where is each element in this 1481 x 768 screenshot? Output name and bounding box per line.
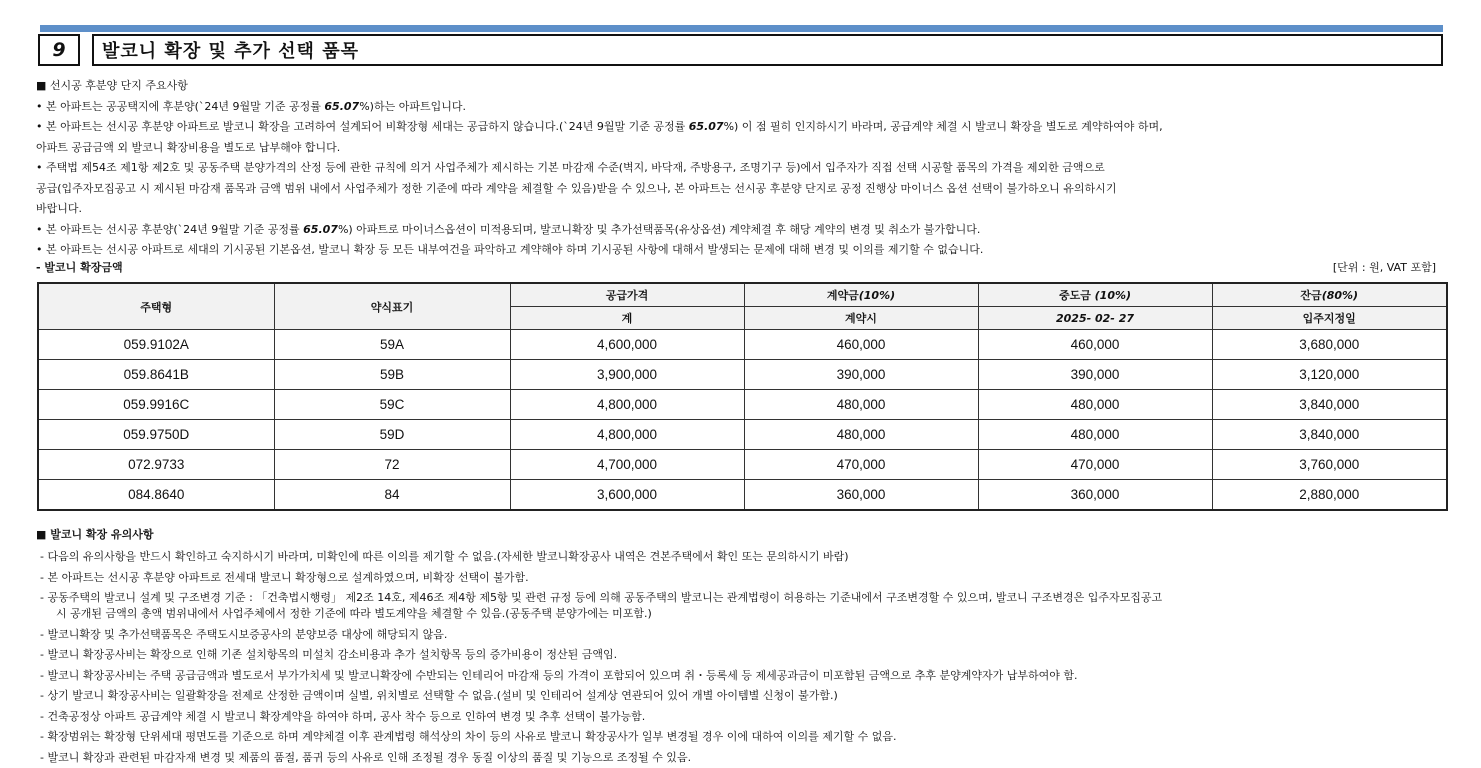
caution-item: - 건축공정상 아파트 공급계약 체결 시 발코니 확장계약을 하여야 하며, 공사 착수 등으로 인하여 변경 및 추후 선택이 불가능함. [40, 709, 646, 723]
header-deposit-sub: 계약시 [744, 307, 978, 330]
cell-supply: 4,800,000 [510, 390, 744, 420]
header-deposit: 계약금(10%) [744, 283, 978, 307]
cell-balance: 3,840,000 [1212, 390, 1447, 420]
caution-item: - 확장범위는 확장형 단위세대 평면도를 기준으로 하며 계약체결 이후 관계법령 해석상의 차이 등의 사유로 발코니 확장공사가 일부 변경될 경우 이에 대하여 이의를 제기할 수 없음. [40, 730, 897, 743]
header-short-label: 약식표기 [274, 283, 510, 330]
table-caption-row [36, 259, 1436, 275]
note-line [36, 220, 1441, 241]
caution-heading: ■ 발코니 확장 유의사항 [36, 528, 154, 541]
cell-deposit: 460,000 [744, 330, 978, 360]
table-caption: - 발코니 확장금액 [36, 261, 123, 274]
header-middle-sub: 2025- 02- 27 [978, 307, 1212, 330]
table-row [38, 390, 1447, 420]
cell-short: 72 [274, 450, 510, 480]
section-title-row [38, 34, 1443, 68]
cell-short: 59A [274, 330, 510, 360]
cell-balance: 3,760,000 [1212, 450, 1447, 480]
progress-rate: 65.07 [324, 99, 360, 113]
cell-short: 84 [274, 480, 510, 511]
cell-type: 059.9916C [38, 390, 274, 420]
header-middle-payment: 중도금 (10%) [978, 283, 1212, 307]
cell-middle: 460,000 [978, 330, 1212, 360]
caution-item-continued: 시 공개된 금액의 총액 범위내에서 사업주체에서 정한 기준에 따라 별도계약을 체결할 수 있음.(공동주택 분양가에는 미포함.) [56, 606, 652, 620]
caution-item: - 발코니 확장공사비는 확장으로 인해 기존 설치항목의 미설치 감소비용과 추가 설치항목 등의 증가비용이 정산된 금액임. [40, 648, 618, 661]
note-text: %) 이 점 필히 인지하시기 바라며, 공급계약 체결 시 발코니 확장을 별도로 계약하여야 하며, [723, 120, 1163, 133]
notes-heading: ■ 선시공 후분양 단지 주요사항 [36, 79, 188, 92]
cell-type: 072.9733 [38, 450, 274, 480]
note-line [36, 117, 1441, 138]
cell-balance: 3,680,000 [1212, 330, 1447, 360]
cell-short: 59C [274, 390, 510, 420]
caution-item: - 발코니 확장공사비는 주택 공급금액과 별도로서 부가가치세 및 발코니확장에 수반되는 인테리어 마감재 등의 가격이 포함되어 있으며 취・등록세 등 제세공과금이 미포함된 금액으로 추후 분양계약자가 납부하여야 함. [40, 668, 1078, 682]
cell-middle: 390,000 [978, 360, 1212, 390]
cell-balance: 3,840,000 [1212, 420, 1447, 450]
cell-middle: 360,000 [978, 480, 1212, 511]
progress-rate: 65.07 [303, 222, 338, 236]
table-row [38, 420, 1447, 450]
balcony-price-table [37, 282, 1448, 511]
note-line: 공급(입주자모집공고 시 제시된 마감재 품목과 금액 범위 내에서 사업주체가 정한 기준에 따라 계약을 체결할 수 있음)받을 수 있으나, 본 아파트는 선시공 후분양 단지로 공정 진행상 마이너스 옵션 선택이 불가하오니 유의하시기 [36, 181, 1117, 195]
header-balance: 잔금(80%) [1212, 283, 1447, 307]
cell-supply: 4,700,000 [510, 450, 744, 480]
header-supply-sub: 계 [510, 307, 744, 330]
caution-item: - 본 아파트는 선시공 후분양 아파트로 전세대 발코니 확장형으로 설계하였으며, 비확장 선택이 불가함. [40, 570, 529, 584]
cell-supply: 4,800,000 [510, 420, 744, 450]
cell-short: 59D [274, 420, 510, 450]
balcony-cautions [36, 527, 1446, 768]
cell-supply: 3,900,000 [510, 360, 744, 390]
table-row [38, 480, 1447, 511]
header-balance-sub: 입주지정일 [1212, 307, 1447, 330]
caution-item: - 상기 발코니 확장공사비는 일괄확장을 전제로 산정한 금액이며 실별, 위치별로 선택할 수 없음.(설비 및 인테리어 설계상 연관되어 있어 개별 아이템별 신청이 불가함.) [40, 689, 838, 702]
progress-rate: 65.07 [688, 120, 724, 133]
cell-deposit: 480,000 [744, 420, 978, 450]
unit-note: [단위 : 원, VAT 포함] [1332, 261, 1436, 274]
cell-middle: 470,000 [978, 450, 1212, 480]
header-supply-price: 공급가격 [510, 283, 744, 307]
note-line: 바랍니다. [36, 202, 83, 215]
note-line: • 본 아파트는 선시공 아파트로 세대의 기시공된 기본옵션, 발코니 확장 등 모든 내부여건을 파악하고 계약해야 하며 기시공된 사항에 대해서 발생되는 문제에 대해 변경 및 이의를 제기할 수 없습니다. [36, 243, 984, 256]
table-row [38, 330, 1447, 360]
table-row [38, 360, 1447, 390]
cell-balance: 3,120,000 [1212, 360, 1447, 390]
cell-type: 059.9102A [38, 330, 274, 360]
cell-supply: 3,600,000 [510, 480, 744, 511]
note-line: 아파트 공급금액 외 발코니 확장비용을 별도로 납부해야 합니다. [36, 140, 341, 154]
note-line [36, 97, 1441, 118]
caution-item: - 발코니확장 및 추가선택품목은 주택도시보증공사의 분양보증 대상에 해당되지 않음. [40, 627, 448, 641]
cell-balance: 2,880,000 [1212, 480, 1447, 511]
important-notes [36, 76, 1441, 261]
note-text: • 본 아파트는 공공택지에 후분양(`24년 9월말 기준 공정률 [36, 99, 325, 113]
caution-item: - 발코니 확장과 관련된 마감자재 변경 및 제품의 품절, 품귀 등의 사유로 인해 조정될 경우 동질 이상의 품질 및 기능으로 조정될 수 있음. [40, 750, 692, 764]
section-title: 발코니 확장 및 추가 선택 품목 [92, 34, 1443, 66]
cell-type: 059.9750D [38, 420, 274, 450]
note-text: • 본 아파트는 선시공 후분양(`24년 9월말 기준 공정률 [36, 222, 304, 236]
caution-item: - 다음의 유의사항을 반드시 확인하고 숙지하시기 바라며, 미확인에 따른 이의를 제기할 수 없음.(자세한 발코니확장공사 내역은 견본주택에서 확인 또는 문의하시기 바람) [40, 550, 849, 563]
note-text: • 본 아파트는 선시공 후분양 아파트로 발코니 확장을 고려하여 설계되어 비확장형 세대는 공급하지 않습니다.(`24년 9월말 기준 공정률 [36, 120, 689, 133]
note-text: %) 아파트로 마이너스옵션이 미적용되며, 발코니확장 및 추가선택품목(유상옵션) 계약체결 후 해당 계약의 변경 및 취소가 불가합니다. [337, 222, 981, 236]
caution-item: - 공동주택의 발코니 설계 및 구조변경 기준 : 「건축법시행령」 제2조 14호, 제46조 제4항 제5항 및 관련 규정 등에 의해 공동주택의 발코니는 관계법령이 허용하는 기준내에서 구조변경할 수 있으며, 발코니 구조변경은 입주자모집공고 [40, 591, 1163, 604]
table-row [38, 450, 1447, 480]
header-housing-type: 주택형 [38, 283, 274, 330]
cell-deposit: 480,000 [744, 390, 978, 420]
cell-middle: 480,000 [978, 390, 1212, 420]
cell-middle: 480,000 [978, 420, 1212, 450]
cell-supply: 4,600,000 [510, 330, 744, 360]
cell-type: 059.8641B [38, 360, 274, 390]
cell-type: 084.8640 [38, 480, 274, 511]
section-number: 9 [38, 34, 80, 66]
note-text: %)하는 아파트입니다. [359, 99, 466, 113]
cell-deposit: 390,000 [744, 360, 978, 390]
top-accent-bar [40, 25, 1443, 32]
cell-short: 59B [274, 360, 510, 390]
note-line: • 주택법 제54조 제1항 제2호 및 공동주택 분양가격의 산정 등에 관한 규칙에 의거 사업주체가 제시하는 기본 마감재 수준(벽지, 바닥재, 주방용구, 조명기구 등)에서 입주자가 직접 선택 시공할 품목의 가격을 제외한 금액으로 [36, 161, 1105, 174]
cell-deposit: 360,000 [744, 480, 978, 511]
cell-deposit: 470,000 [744, 450, 978, 480]
